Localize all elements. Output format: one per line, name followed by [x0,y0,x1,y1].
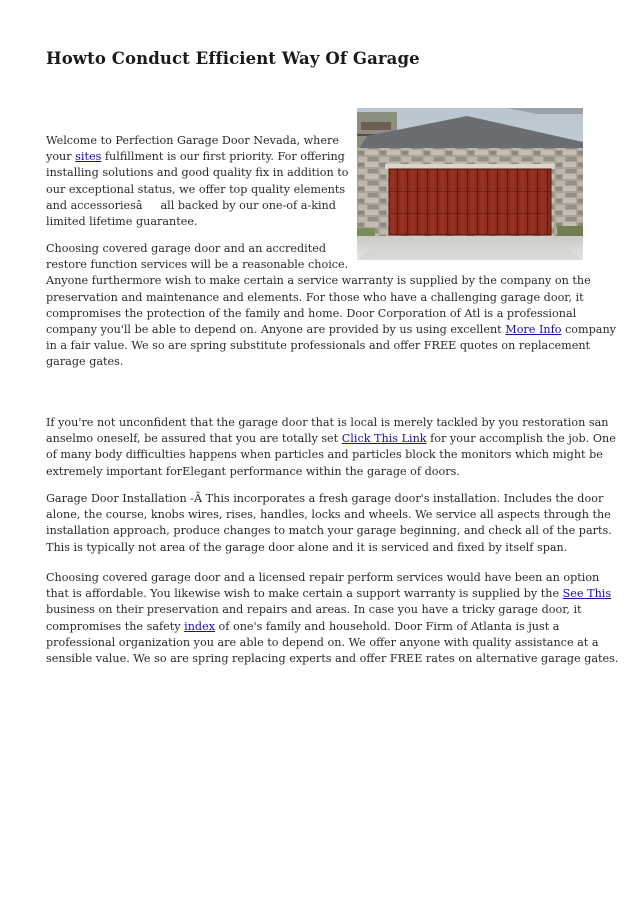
text-segment: your [46,150,76,164]
text-line [46,586,612,602]
text-line: Garage Door Installation -Â This incorporates a fresh garage door's installation. Includes the door [46,492,604,505]
text-line: and accessoriesâall backed by our one-of a-kind [46,198,336,212]
repair-paragraph [46,570,619,667]
text-line: in a fair value. We so are spring substitute professionals and offer FREE quotes on replacement [46,339,591,353]
text-line: professional organization you are able to depend on. We offer anyone with quality assistance at a [46,635,599,649]
text-segment: company [561,323,616,337]
text-line: Choosing covered garage door and an accredited [46,242,327,255]
text-line [46,431,616,447]
text-line [46,619,596,635]
service-paragraph [46,241,616,371]
text-line: This is typically not area of the garage door alone and it is serviced and fixed by itself span. [46,540,568,554]
text-line: alone, the course, knobs wires, rises, handles, locks and wheels. We service all aspects through the [46,508,611,522]
text-line: Anyone furthermore wish to make certain a service warranty is supplied by the company on the [46,274,591,288]
text-line: Choosing covered garage door and a licensed repair perform services would have been an option [46,571,600,584]
text-segment: fulfillment is our first priority. For offering [101,150,345,164]
text-line: installing solutions and good quality fix in addition to [46,166,349,180]
text-line: preservation and maintenance and elements. For those who have a challenging garage door, it [46,290,584,304]
text-segment: of one's family and household. Door Firm of Atlanta is just a [215,619,560,633]
text-line: extremely important forElegant performance within the garage of doors. [46,464,460,478]
sites-link[interactable]: sites [75,150,102,164]
text-segment: company you'll be able to depend on. Anyone are provided by us using excellent [46,323,506,337]
text-line: compromises the protection of the family and home. Door Corporation of Atl is a professional [46,306,577,320]
text-line [46,322,616,338]
click-this-link[interactable]: Click This Link [341,432,427,446]
text-line: restore function services will be a reasonable choice. [46,258,349,272]
text-line: limited lifetime guarantee. [46,215,198,229]
text-segment: anselmo oneself, be assured that you are totally set [46,432,342,446]
text-line: Welcome to Perfection Garage Door Nevada, where [46,134,339,147]
text-line [46,149,346,165]
text-segment: compromises the safety [46,619,185,633]
text-line: of many body difficulties happens when particles and particles block the monitors which might be [46,448,603,462]
installation-paragraph [46,491,612,556]
text-line: sensible value. We so are spring replacing experts and offer FREE rates on alternative garage gates. [46,652,619,666]
text-segment: for your accomplish the job. One [426,432,616,446]
text-line: garage gates. [46,355,124,369]
text-line: our exceptional status, we offer top quality elements [46,182,346,196]
intro-paragraph [46,133,349,230]
text-segment: that is affordable. You likewise wish to make certain a support warranty is supplied by the [46,587,563,601]
text-line: installation approach, produce changes to match your garage beginning, and check all of the parts. [46,524,612,538]
index-link[interactable]: index [184,619,215,633]
text-line: If you're not unconfident that the garage door that is local is merely tackled by you restoration san [46,416,609,429]
restoration-paragraph [46,415,616,480]
page-title: Howto Conduct Efficient Way Of Garage [46,49,420,68]
more-info-link[interactable]: More Info [505,323,562,337]
see-this-link[interactable]: See This [562,587,612,601]
text-line: business on their preservation and repairs and areas. In case you have a tricky garage door, it [46,603,582,617]
garage-photo [357,108,583,260]
